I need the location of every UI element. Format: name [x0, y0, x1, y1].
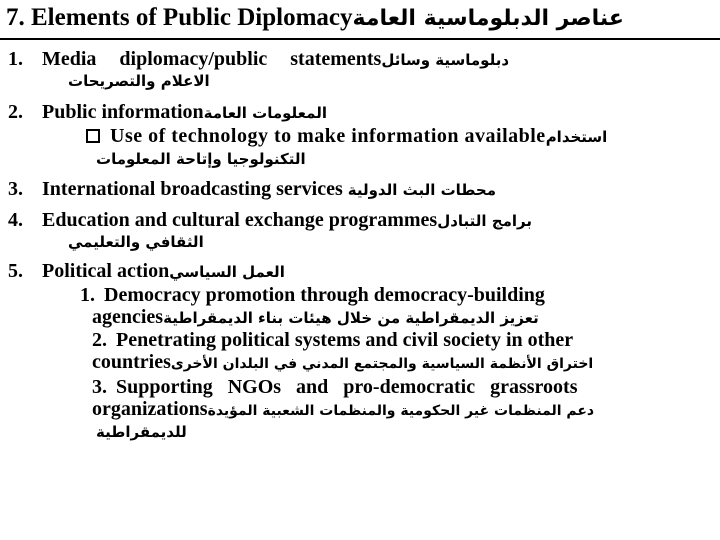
item-number: 1. — [8, 48, 23, 70]
bullet-ar: استخدام — [545, 128, 608, 146]
list-item-4 — [8, 209, 532, 232]
item-number: 2. — [8, 101, 23, 123]
sub-item-number: 2. — [92, 329, 107, 351]
sub-item-number: 1. — [80, 284, 95, 306]
list-item-1 — [8, 48, 509, 71]
item-ar: العمل السياسي — [169, 263, 285, 281]
sub-item-ar: دعم المنظمات غير الحكومية والمنظمات الشعبية المؤيدة — [207, 403, 595, 419]
item-ar: محطات البث الدولية — [347, 181, 496, 199]
item-ar: دبلوماسية وسائل — [381, 51, 510, 69]
title-divider — [0, 38, 720, 40]
item-en: International broadcasting services — [42, 178, 343, 200]
sub-bullet — [86, 125, 607, 148]
sub-item-en-cont: countries — [92, 351, 171, 373]
sub-list-item-2-cont — [92, 351, 593, 375]
item-en: Political action — [42, 260, 170, 282]
sub-list-item-1-cont — [92, 306, 539, 329]
item-en: Public information — [42, 101, 204, 123]
item-number: 3. — [8, 178, 23, 200]
slide-title-ar: عناصر الدبلوماسية العامة — [352, 6, 624, 31]
item-number: 5. — [8, 260, 23, 282]
sub-item-en: Penetrating political systems and civil society in other — [116, 329, 574, 351]
sub-list-item-1 — [80, 284, 545, 306]
slide-title — [6, 4, 714, 32]
slide-title-en: 7. Elements of Public Diplomacy — [6, 4, 353, 31]
sub-item-en: Democracy promotion through democracy-building — [104, 284, 545, 306]
list-item-1-ar-cont: الاعلام والتصريحات — [68, 72, 210, 90]
sub-item-en-cont: agencies — [92, 306, 164, 328]
square-bullet-icon — [86, 129, 100, 143]
sub-list-item-3-ar-cont: للديمقراطية — [96, 423, 187, 441]
item-en: Education and cultural exchange programmes — [42, 209, 438, 231]
list-item-4-ar-cont: الثقافي والتعليمي — [68, 233, 204, 251]
sub-item-ar: تعزيز الديمقراطية من خلال هيئات بناء الديمقراطية — [163, 309, 539, 327]
item-number: 4. — [8, 209, 23, 231]
list-item-2 — [8, 101, 327, 124]
bullet-en: Use of technology to make information available — [110, 125, 546, 147]
item-ar: المعلومات العامة — [203, 104, 327, 122]
list-item-3 — [8, 178, 496, 201]
item-en: Media diplomacy/public statements — [42, 48, 382, 70]
sub-list-item-3-cont — [92, 398, 594, 422]
sub-bullet-ar-cont: التكنولوجيا وإتاحة المعلومات — [96, 150, 306, 168]
sub-item-ar: اختراق الأنظمة السياسية والمجتمع المدني في البلدان الأخرى — [170, 356, 594, 372]
sub-item-en-cont: organizations — [92, 398, 208, 420]
sub-item-en: Supporting NGOs and pro-democratic grassroots — [116, 376, 578, 398]
sub-list-item-2 — [92, 329, 573, 351]
sub-item-number: 3. — [92, 376, 107, 398]
sub-list-item-3 — [92, 376, 578, 398]
list-item-5 — [8, 260, 285, 283]
item-ar: برامج التبادل — [437, 212, 532, 230]
